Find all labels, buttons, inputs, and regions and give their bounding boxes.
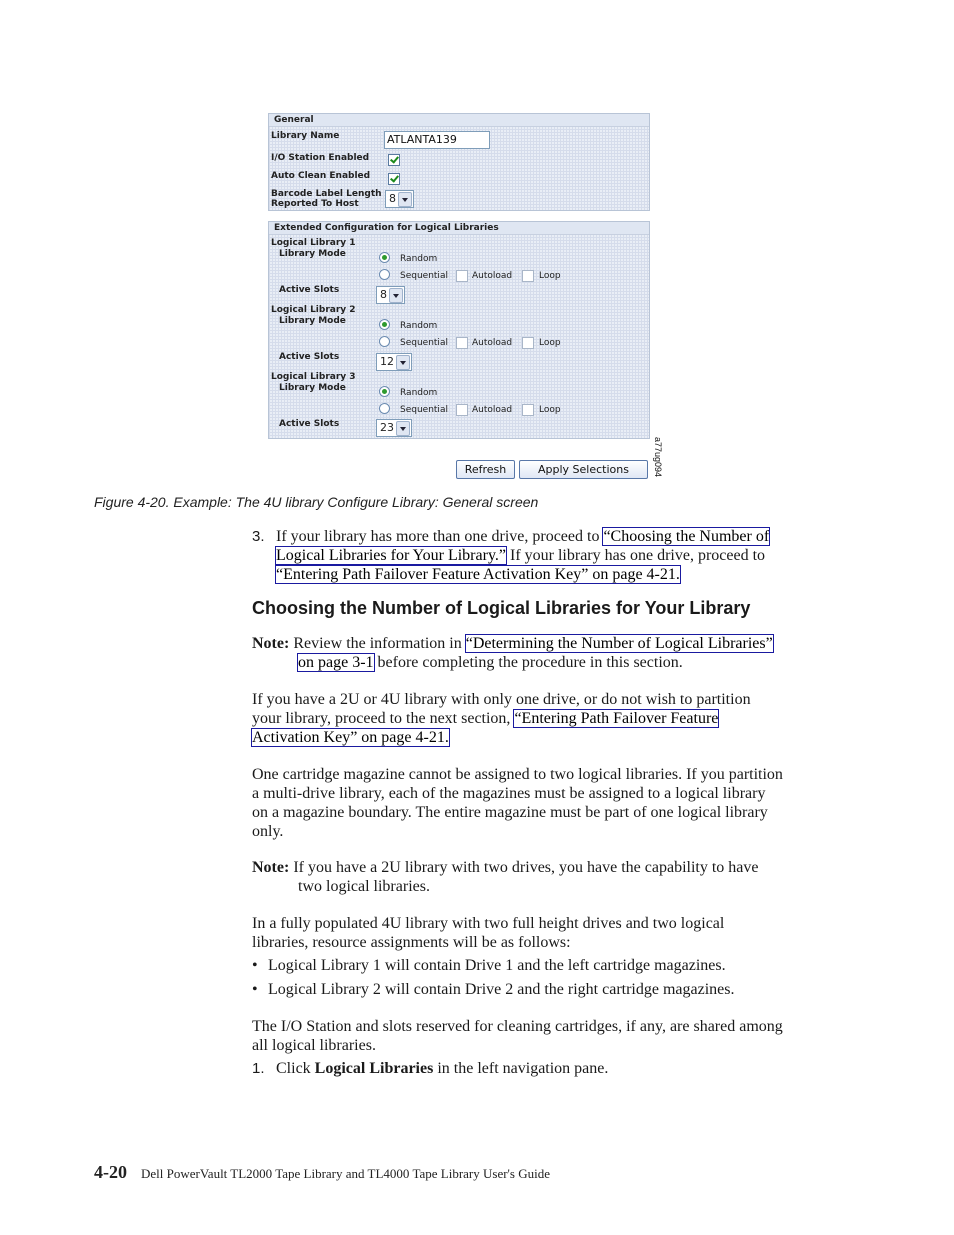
page-number: 4-20	[94, 1162, 127, 1182]
note-2	[252, 858, 842, 896]
random-radio[interactable]	[379, 386, 390, 397]
paragraph-3-line: In a fully populated 4U library with two full height drives and two logical	[252, 915, 725, 932]
active-slots-value-2: 12	[380, 355, 394, 368]
autoload-checkbox[interactable]	[456, 270, 468, 282]
note-1-text-end: before completing the procedure in this section.	[377, 654, 683, 671]
sequential-radio[interactable]	[379, 403, 390, 414]
bullet-icon: •	[252, 981, 258, 998]
io-station-label: I/O Station Enabled	[271, 153, 370, 163]
bullet-list	[252, 956, 842, 1004]
barcode-length-select[interactable]	[385, 190, 414, 208]
paragraph-1	[252, 690, 842, 747]
note-1	[252, 634, 842, 672]
step-1-text-end: in the left navigation pane.	[437, 1060, 609, 1077]
auto-clean-checkbox[interactable]	[388, 173, 400, 185]
step-3-text-mid: If your library has one drive, proceed to	[510, 547, 766, 564]
loop-option-label: Loop	[539, 338, 561, 348]
library-name-label: Library Name	[271, 131, 340, 141]
choosing-number-link[interactable]: “Choosing the Number of	[603, 528, 770, 545]
general-panel-header: General	[269, 114, 649, 127]
bullet-icon: •	[252, 957, 258, 974]
step-3-text: If your library has more than one drive, proceed to	[276, 528, 600, 545]
chevron-down-icon	[396, 421, 410, 436]
library-mode-label: Library Mode	[279, 249, 346, 259]
sequential-option-label: Sequential	[400, 405, 448, 415]
loop-checkbox[interactable]	[522, 337, 534, 349]
active-slots-select-1[interactable]	[376, 286, 405, 304]
apply-selections-button[interactable]: Apply Selections	[519, 460, 648, 479]
active-slots-label: Active Slots	[279, 419, 340, 429]
note-1-text: Review the information in	[293, 635, 462, 652]
library-mode-label: Library Mode	[279, 316, 346, 326]
loop-checkbox[interactable]	[522, 404, 534, 416]
random-radio[interactable]	[379, 252, 390, 263]
figure-caption: Figure 4-20. Example: The 4U library Configure Library: General screen	[94, 494, 539, 510]
random-radio[interactable]	[379, 319, 390, 330]
paragraph-3	[252, 914, 842, 952]
logical-libraries-term: Logical Libraries	[314, 1060, 434, 1077]
general-panel	[268, 113, 650, 211]
barcode-length-label-line1: Barcode Label Length	[271, 189, 382, 199]
section-heading: Choosing the Number of Logical Libraries for Your Library	[252, 598, 751, 618]
entering-path-failover-link-cont[interactable]: Activation Key” on page 4-21.	[252, 729, 449, 746]
sequential-radio[interactable]	[379, 336, 390, 347]
barcode-length-value: 8	[389, 192, 396, 205]
step-1	[252, 1059, 842, 1078]
autoload-checkbox[interactable]	[456, 404, 468, 416]
determining-number-link[interactable]: “Determining the Number of Logical Libraries”	[465, 635, 773, 652]
autoload-option-label: Autoload	[472, 338, 513, 348]
chevron-down-icon	[389, 288, 403, 303]
active-slots-select-2[interactable]	[376, 353, 412, 371]
step-number: 3.	[252, 528, 265, 545]
chevron-down-icon	[396, 355, 410, 370]
list-item	[252, 956, 842, 980]
figure-id	[655, 437, 669, 481]
note-2-line-2: two logical libraries.	[298, 878, 430, 895]
loop-option-label: Loop	[539, 405, 561, 415]
active-slots-select-3[interactable]	[376, 419, 412, 437]
paragraph-2	[252, 765, 852, 841]
step-3	[252, 527, 832, 584]
loop-option-label: Loop	[539, 271, 561, 281]
entering-path-failover-link[interactable]: “Entering Path Failover Feature	[514, 710, 719, 727]
note-label: Note:	[252, 859, 290, 876]
autoload-checkbox[interactable]	[456, 337, 468, 349]
paragraph-4-line: The I/O Station and slots reserved for cleaning cartridges, if any, are shared among	[252, 1018, 783, 1035]
determining-number-link-page[interactable]: on page 3-1	[298, 654, 374, 671]
refresh-button[interactable]: Refresh	[456, 460, 515, 479]
paragraph-2-line: a multi-drive library, each of the magazines must be assigned to a logical library	[252, 785, 766, 802]
list-item	[252, 980, 842, 1004]
active-slots-value-1: 8	[380, 288, 387, 301]
list-item-text: Logical Library 1 will contain Drive 1 and the left cartridge magazines.	[268, 957, 726, 974]
path-failover-link[interactable]: “Entering Path Failover Feature Activation Key” on page 4-21.	[276, 566, 680, 583]
paragraph-1-line-2: your library, proceed to the next section,	[252, 710, 511, 727]
logical-library-2-label: Logical Library 2	[271, 305, 356, 315]
loop-checkbox[interactable]	[522, 270, 534, 282]
extended-config-header: Extended Configuration for Logical Libraries	[269, 222, 649, 235]
step-1-text: Click	[276, 1060, 311, 1077]
random-option-label: Random	[400, 388, 438, 398]
logical-library-1-label: Logical Library 1	[271, 238, 356, 248]
random-option-label: Random	[400, 321, 438, 331]
list-item-text: Logical Library 2 will contain Drive 2 and the right cartridge magazines.	[268, 981, 735, 998]
barcode-length-label	[271, 189, 382, 209]
paragraph-1-line-1: If you have a 2U or 4U library with only one drive, or do not wish to partition	[252, 691, 751, 708]
library-name-input[interactable]: ATLANTA139	[384, 131, 490, 149]
barcode-length-label-line2: Reported To Host	[271, 199, 359, 209]
active-slots-label: Active Slots	[279, 285, 340, 295]
step-number: 1.	[252, 1060, 265, 1077]
choosing-number-link-cont[interactable]: Logical Libraries for Your Library.”	[276, 547, 506, 564]
paragraph-3-line: libraries, resource assignments will be as follows:	[252, 934, 571, 951]
autoload-option-label: Autoload	[472, 405, 513, 415]
sequential-radio[interactable]	[379, 269, 390, 280]
extended-config-panel	[268, 221, 650, 439]
auto-clean-label: Auto Clean Enabled	[271, 171, 371, 181]
active-slots-label: Active Slots	[279, 352, 340, 362]
paragraph-4-line: all logical libraries.	[252, 1037, 376, 1054]
paragraph-2-line: only.	[252, 823, 284, 840]
random-option-label: Random	[400, 254, 438, 264]
logical-library-3-label: Logical Library 3	[271, 372, 356, 382]
paragraph-2-line: on a magazine boundary. The entire magazine must be part of one logical library	[252, 804, 768, 821]
paragraph-4	[252, 1017, 852, 1055]
library-mode-label: Library Mode	[279, 383, 346, 393]
sequential-option-label: Sequential	[400, 338, 448, 348]
figure-id-text: a77ug094	[653, 437, 663, 478]
sequential-option-label: Sequential	[400, 271, 448, 281]
note-2-line-1: If you have a 2U library with two drives, you have the capability to have	[293, 859, 759, 876]
chevron-down-icon	[398, 192, 412, 207]
autoload-option-label: Autoload	[472, 271, 513, 281]
io-station-checkbox[interactable]	[388, 154, 400, 166]
page-footer	[94, 1162, 550, 1183]
book-title: Dell PowerVault TL2000 Tape Library and TL4000 Tape Library User's Guide	[141, 1166, 550, 1181]
active-slots-value-3: 23	[380, 421, 394, 434]
paragraph-2-line: One cartridge magazine cannot be assigned to two logical libraries. If you partition	[252, 766, 783, 783]
note-label: Note:	[252, 635, 290, 652]
